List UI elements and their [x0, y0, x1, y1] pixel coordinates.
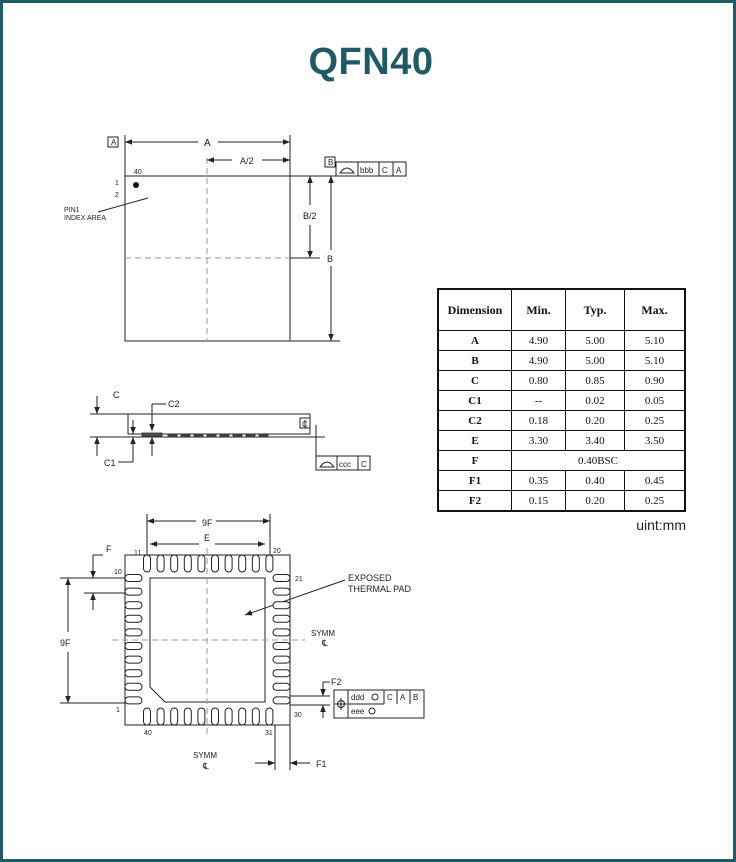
bottom-pin-10: 10 [114, 569, 122, 576]
col-header-max: Max. [625, 289, 686, 331]
dim-c2-label: C2 [168, 399, 180, 409]
tol-row1-ref2: A [400, 693, 406, 702]
side-profile-icon [320, 462, 334, 467]
lead-pad [171, 555, 178, 572]
row-param: F [438, 451, 512, 471]
dim-f1-label: F1 [316, 759, 327, 769]
lead-pad [157, 555, 164, 572]
dim-9f-top-label: 9F [202, 518, 213, 528]
side-view [90, 396, 370, 470]
top-pin-2: 2 [115, 192, 119, 199]
top-tol-symbol: bbb [360, 166, 374, 175]
row-typ: 5.00 [566, 331, 625, 351]
lead-pad [225, 708, 232, 725]
top-pin-40: 40 [134, 169, 142, 176]
row-min: 4.90 [512, 331, 566, 351]
row-typ: 5.00 [566, 351, 625, 371]
lead-pad [212, 555, 219, 572]
bottom-pin-21: 21 [295, 576, 303, 583]
side-view-body [128, 414, 310, 434]
lead-pad [266, 555, 273, 572]
lead-pad [273, 588, 290, 595]
row-max: 5.10 [625, 351, 686, 371]
dim-a-label: A [204, 138, 211, 149]
row-min: 0.15 [512, 491, 566, 512]
lead-pad [125, 575, 142, 582]
bottom-pin-1: 1 [116, 707, 120, 714]
bottom-pin-20: 20 [273, 548, 281, 555]
dim-f2-label: F2 [331, 677, 342, 687]
dim-e-label: E [204, 533, 211, 543]
row-bsc: 0.40BSC [512, 451, 686, 471]
col-header-min: Min. [512, 289, 566, 331]
row-typ: 0.02 [566, 391, 625, 411]
top-tol-ref2: A [396, 166, 402, 175]
row-param: B [438, 351, 512, 371]
lead-pad [125, 602, 142, 609]
lead-pad [266, 708, 273, 725]
symm-bottom-label: SYMM [193, 751, 217, 760]
lead-pad [252, 555, 259, 572]
datum-c-label: C [302, 420, 308, 429]
row-typ: 0.40 [566, 471, 625, 491]
lead-pad [198, 555, 205, 572]
profile-surface-icon [340, 168, 354, 173]
row-param: C [438, 371, 512, 391]
lead-pad [252, 708, 259, 725]
dimension-table [437, 288, 686, 512]
col-header-typ: Typ. [566, 289, 625, 331]
lead-pad [225, 555, 232, 572]
tol-row1-ref3: B [413, 693, 419, 702]
pad-leader [245, 580, 345, 615]
row-typ: 3.40 [566, 431, 625, 451]
bottom-view [60, 514, 424, 770]
bottom-pin-30: 30 [294, 712, 302, 719]
top-pin-1: 1 [115, 180, 119, 187]
centerline-right-icon: ℄ [322, 638, 328, 648]
table-row [438, 351, 685, 371]
lead-pad [157, 708, 164, 725]
row-max: 0.25 [625, 411, 686, 431]
pin1-label-line1: PIN1 [64, 207, 80, 214]
mmc-icon-2 [369, 708, 375, 714]
side-tol-ref: C [361, 460, 367, 469]
table-row [438, 411, 685, 431]
lead-pad [273, 683, 290, 690]
table-row [438, 491, 685, 512]
lead-pad [273, 656, 290, 663]
mmc-icon-1 [372, 694, 378, 700]
table-row [438, 371, 685, 391]
side-tol-symbol: ccc [339, 460, 351, 469]
dim-a-half-label: A/2 [240, 156, 254, 166]
datum-b-label: B [328, 158, 334, 167]
top-tol-ref1: C [382, 166, 388, 175]
row-min: 0.18 [512, 411, 566, 431]
pin1-leader [98, 198, 148, 212]
dim-c1-label: C1 [104, 458, 116, 468]
lead-pad [273, 643, 290, 650]
tol-row1-symbol: ddd [351, 693, 365, 702]
row-param: F1 [438, 471, 512, 491]
tol-row2-symbol: eee [351, 707, 365, 716]
lead-pad [273, 629, 290, 636]
table-row [438, 391, 685, 411]
lead-pad [144, 555, 151, 572]
lead-pad [125, 656, 142, 663]
symm-right-label: SYMM [311, 629, 335, 638]
row-min: 4.90 [512, 351, 566, 371]
bottom-pin-31: 31 [265, 730, 273, 737]
dim-b-half-label: B/2 [303, 211, 317, 221]
table-row [438, 471, 685, 491]
row-max: 3.50 [625, 431, 686, 451]
lead-pad [171, 708, 178, 725]
lead-pad [239, 708, 246, 725]
pin1-dot-icon [133, 182, 139, 188]
row-max: 0.25 [625, 491, 686, 512]
lead-pad [239, 555, 246, 572]
row-param: C2 [438, 411, 512, 431]
pin1-label-line2: INDEX AREA [64, 215, 107, 222]
pad-label-line2: THERMAL PAD [348, 584, 412, 594]
lead-pad [144, 708, 151, 725]
lead-pad [125, 697, 142, 704]
tol-row1-ref1: C [387, 693, 393, 702]
page-title: QFN40 [308, 41, 434, 83]
row-param: A [438, 331, 512, 351]
lead-pad [198, 708, 205, 725]
lead-pad [184, 708, 191, 725]
centerline-bottom-icon: ℄ [203, 761, 209, 771]
lead-pad [125, 643, 142, 650]
bottom-pin-11: 11 [134, 550, 142, 557]
dim-f-label: F [106, 544, 112, 554]
row-max: 0.05 [625, 391, 686, 411]
dim-9f-side-label: 9F [60, 638, 71, 648]
table-row [438, 431, 685, 451]
dim-b-label: B [327, 254, 334, 264]
row-max: 0.90 [625, 371, 686, 391]
lead-pad [273, 575, 290, 582]
row-max: 0.45 [625, 471, 686, 491]
table-header-row [438, 289, 685, 331]
lead-pad [184, 555, 191, 572]
lead-pad [273, 615, 290, 622]
row-typ: 0.85 [566, 371, 625, 391]
lead-pad [125, 683, 142, 690]
lead-pad [273, 670, 290, 677]
lead-pad [125, 615, 142, 622]
row-min: -- [512, 391, 566, 411]
col-header-dimension: Dimension [438, 289, 512, 331]
table-row [438, 451, 685, 471]
row-min: 0.35 [512, 471, 566, 491]
row-max: 5.10 [625, 331, 686, 351]
lead-pad [273, 697, 290, 704]
unit-note: uint:mm [636, 517, 686, 533]
pad-label-line1: EXPOSED [348, 573, 392, 583]
row-param: C1 [438, 391, 512, 411]
lead-pad [125, 588, 142, 595]
bottom-pin-40: 40 [144, 730, 152, 737]
row-typ: 0.20 [566, 491, 625, 512]
lead-pad [273, 602, 290, 609]
lead-pad [125, 670, 142, 677]
lead-pad [125, 629, 142, 636]
dim-c-label: C [113, 390, 120, 400]
lead-pad [212, 708, 219, 725]
row-typ: 0.20 [566, 411, 625, 431]
row-param: E [438, 431, 512, 451]
row-param: F2 [438, 491, 512, 512]
table-row [438, 331, 685, 351]
row-min: 3.30 [512, 431, 566, 451]
datum-a-label: A [111, 138, 117, 147]
row-min: 0.80 [512, 371, 566, 391]
